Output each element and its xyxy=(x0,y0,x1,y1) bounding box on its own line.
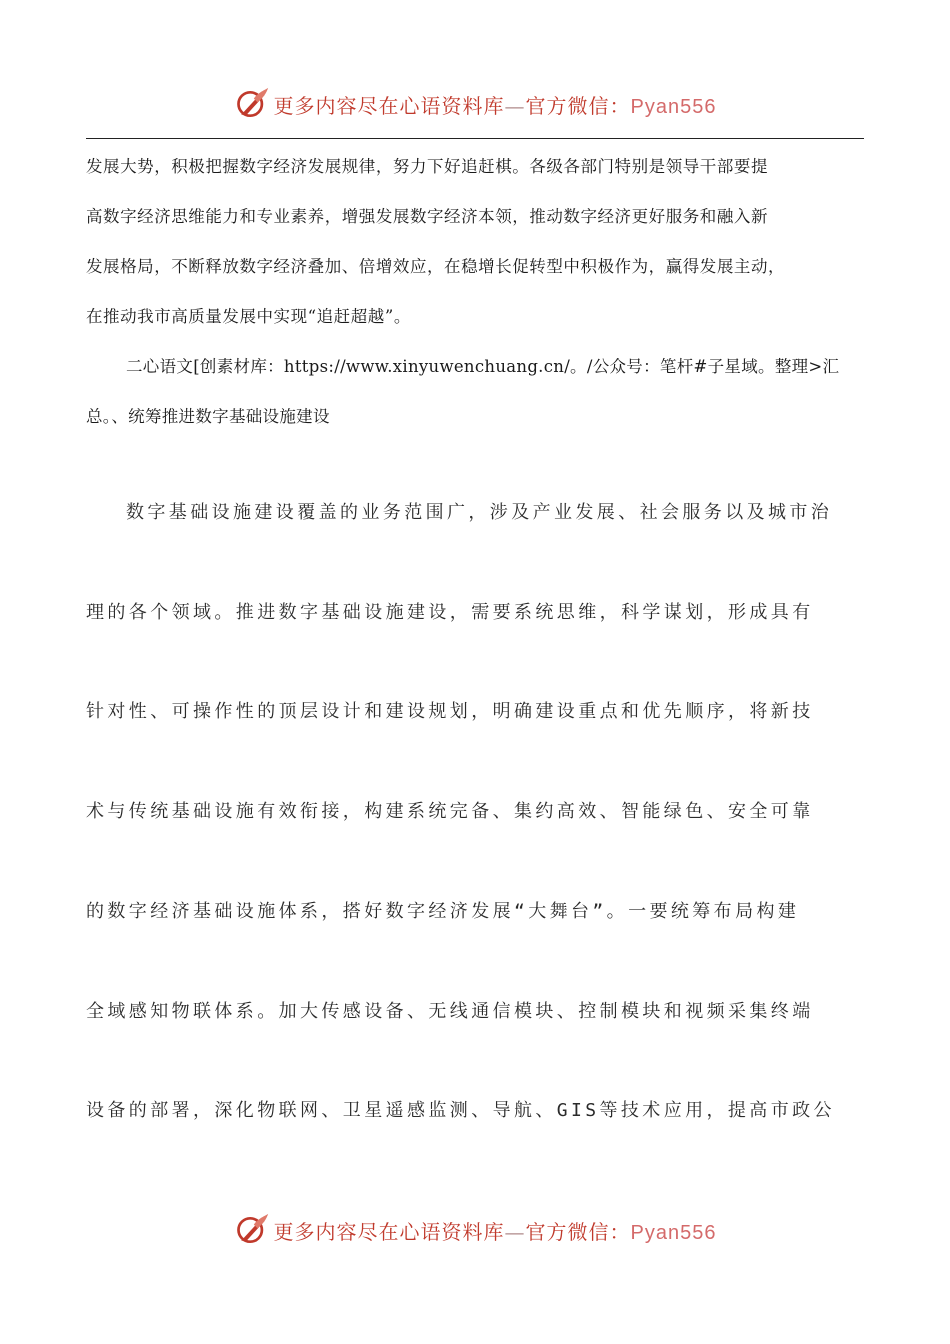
paragraph-line: 针对性、可操作性的顶层设计和建设规划，明确建设重点和优先顺序，将新技 xyxy=(86,701,814,723)
header-banner-text: 更多内容尽在心语资料库—官方微信：Pyan556 xyxy=(273,93,717,118)
paragraph-line: 发展格局，不断释放数字经济叠加、倍增效应，在稳增长促转型中积极作为，赢得发展主动， xyxy=(86,257,786,276)
paragraph-line: 数字基础设施建设覆盖的业务范围广，涉及产业发展、社会服务以及城市治 xyxy=(126,502,833,523)
paragraph-line: 发展大势，积极把握数字经济发展规律，努力下好追赶棋。各级各部门特别是领导干部要提 xyxy=(86,157,768,176)
header-rule xyxy=(86,138,864,139)
paragraph-line: 二心语文[创素材库：https://www.xinyuwenchuang.cn/。/公众号：笔杆#子星域。整理>汇 xyxy=(126,357,840,376)
wechat-id: Pyan556 xyxy=(630,1221,717,1244)
paragraph-line: 在推动我市高质量发展中实现“追赶超越”。 xyxy=(86,307,411,326)
wechat-id: Pyan556 xyxy=(630,95,717,118)
quill-logo-icon xyxy=(234,86,270,122)
header-banner xyxy=(0,84,950,124)
paragraph-line: 的数字经济基础设施体系，搭好数字经济发展“大舞台”。一要统筹布局构建 xyxy=(86,900,800,922)
footer-banner-text: 更多内容尽在心语资料库—官方微信：Pyan556 xyxy=(273,1219,717,1244)
paragraph-line: 术与传统基础设施有效衔接，构建系统完备、集约高效、智能绿色、安全可靠 xyxy=(86,801,814,823)
quill-logo-icon xyxy=(234,1212,270,1248)
paragraph-1 xyxy=(86,142,868,342)
paragraph-line: 设备的部署，深化物联网、卫星遥感监测、导航、GIS等技术应用，提高市政公 xyxy=(86,1100,835,1122)
paragraph-line: 全域感知物联体系。加大传感设备、无线通信模块、控制模块和视频采集终端 xyxy=(86,1000,814,1022)
paragraph-2 xyxy=(86,342,868,442)
paragraph-line: 高数字经济思维能力和专业素养，增强发展数字经济本领，推动数字经济更好服务和融入新 xyxy=(86,207,768,226)
footer-banner xyxy=(0,1210,950,1250)
section-heading-line: 总。、统筹推进数字基础设施建设 xyxy=(86,407,330,426)
paragraph-3 xyxy=(86,463,868,1161)
paragraph-line: 理的各个领域。推进数字基础设施建设，需要系统思维，科学谋划，形成具有 xyxy=(86,601,814,623)
